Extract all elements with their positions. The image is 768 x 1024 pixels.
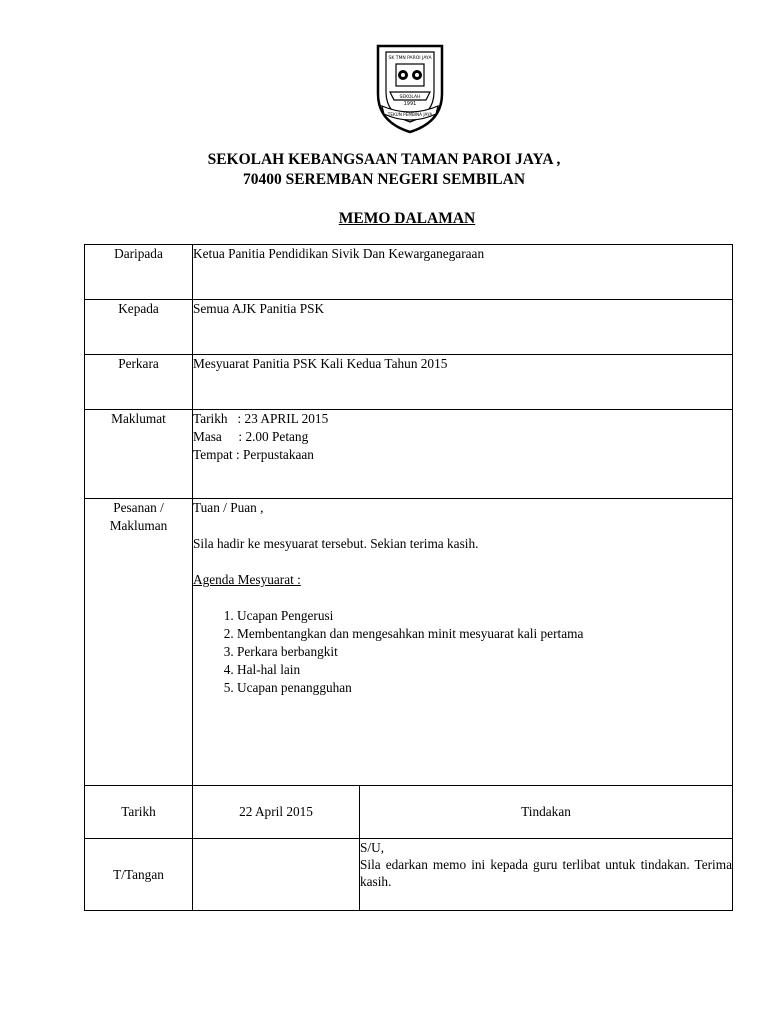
agenda-list (193, 607, 732, 697)
value-maklumat (193, 410, 733, 499)
logo-banner-text: SEKOLAH (399, 95, 421, 100)
label-tarikh: Tarikh (85, 786, 193, 839)
memo-table (84, 244, 733, 911)
row-perkara (85, 355, 733, 410)
row-kepada (85, 300, 733, 355)
label-maklumat: Maklumat (85, 410, 193, 499)
row-maklumat (85, 410, 733, 499)
value-tindakan (360, 839, 733, 911)
value-tarikh: 22 April 2015 (193, 786, 360, 839)
row-pesanan (85, 499, 733, 786)
pesanan-body: Sila hadir ke mesyuarat tersebut. Sekian terima kasih. (193, 536, 479, 551)
logo-motto: TEKUN PEMBINA JAYA (387, 112, 433, 117)
label-perkara: Perkara (85, 355, 193, 410)
school-header (0, 150, 768, 190)
value-pesanan (193, 499, 733, 786)
value-daripada: Ketua Panitia Pendidikan Sivik Dan Kewarganegaraan (193, 245, 733, 300)
agenda-item: 2. Membentangkan dan mengesahkan minit mesyuarat kali pertama (237, 625, 732, 643)
row-ttangan (85, 839, 733, 911)
value-kepada: Semua AJK Panitia PSK (193, 300, 733, 355)
school-address: 70400 SEREMBAN NEGERI SEMBILAN (242, 171, 526, 188)
agenda-title: Agenda Mesyuarat : (193, 572, 301, 587)
school-crest-logo (372, 42, 448, 134)
label-pesanan-line1: Pesanan / (113, 500, 164, 515)
label-pesanan-line2: Makluman (109, 518, 168, 533)
row-tarikh (85, 786, 733, 839)
tindakan-su: S/U, (360, 840, 385, 855)
maklumat-tempat: Tempat : Perpustakaan (193, 447, 314, 462)
value-ttangan (193, 839, 360, 911)
memo-title: MEMO DALAMAN (338, 210, 476, 227)
label-daripada: Daripada (85, 245, 193, 300)
logo-year: 1991 (403, 101, 417, 107)
label-pesanan (85, 499, 193, 786)
label-kepada: Kepada (85, 300, 193, 355)
logo-ring-text: SK TMN PAROI JAYA (388, 56, 432, 61)
row-daripada (85, 245, 733, 300)
label-tindakan: Tindakan (360, 786, 733, 839)
agenda-item: 4. Hal-hal lain (237, 661, 732, 679)
maklumat-masa: Masa : 2.00 Petang (193, 429, 309, 444)
school-name: SEKOLAH KEBANGSAAN TAMAN PAROI JAYA , (207, 151, 561, 168)
label-ttangan: T/Tangan (85, 839, 193, 911)
tindakan-text: Sila edarkan memo ini kepada guru terlibat untuk tindakan. Terima kasih. (360, 857, 732, 889)
agenda-item: 3. Perkara berbangkit (237, 643, 732, 661)
pesanan-greeting: Tuan / Puan , (193, 500, 264, 515)
value-perkara: Mesyuarat Panitia PSK Kali Kedua Tahun 2015 (193, 355, 733, 410)
maklumat-tarikh: Tarikh : 23 APRIL 2015 (193, 411, 329, 426)
agenda-item: 1. Ucapan Pengerusi (237, 607, 732, 625)
agenda-item: 5. Ucapan penangguhan (237, 679, 732, 697)
